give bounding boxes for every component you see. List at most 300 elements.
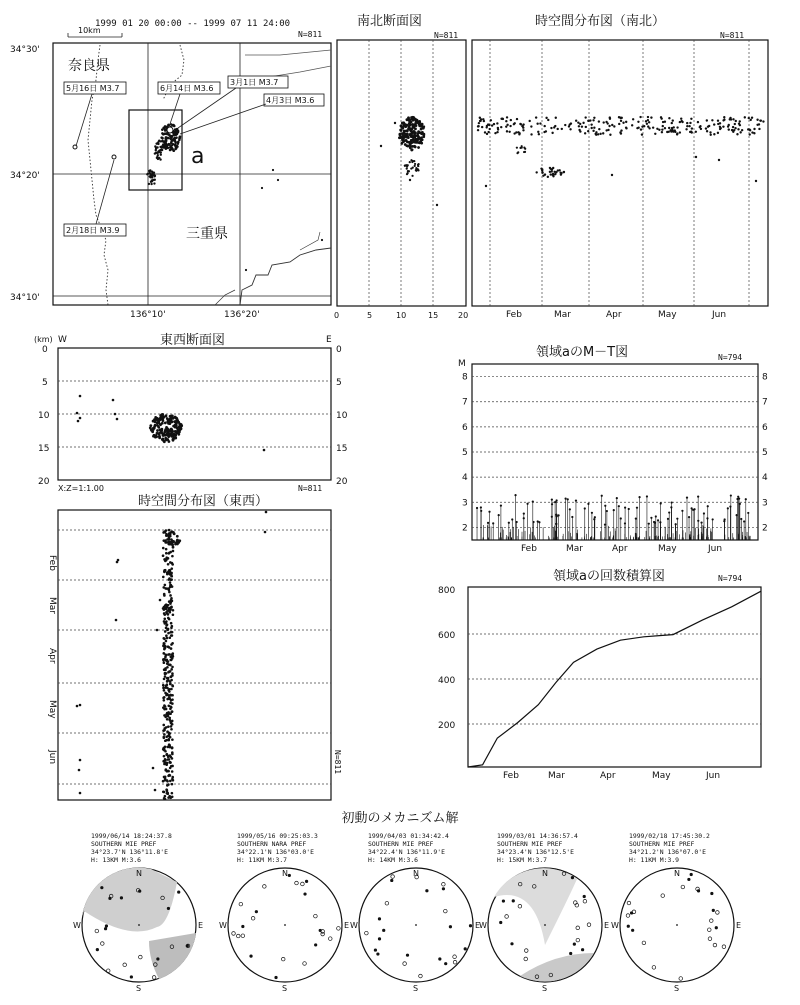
- polarity-mark: [100, 886, 103, 889]
- quake-dot: [172, 613, 175, 616]
- quake-dot: [157, 421, 160, 424]
- quake-dot: [171, 414, 174, 417]
- quake-dot: [686, 125, 688, 127]
- quake-dot: [599, 133, 601, 135]
- quake-dot: [170, 622, 173, 625]
- quake-dot: [167, 645, 170, 648]
- quake-dot: [719, 126, 721, 128]
- quake-dot: [652, 126, 654, 128]
- quake-dot: [171, 751, 174, 754]
- quake-dot: [706, 130, 708, 132]
- quake-dot: [166, 662, 169, 665]
- mt-tick: 2: [462, 523, 468, 534]
- depth-tick: 15: [38, 444, 50, 454]
- st-ns-month: Mar: [554, 310, 571, 320]
- quake-dot: [166, 687, 169, 690]
- quake-dot: [592, 119, 594, 121]
- quake-dot: [547, 119, 549, 121]
- quake-dot: [685, 128, 687, 130]
- mt-tick: 8: [462, 372, 468, 383]
- mt-bar-head: [747, 512, 749, 514]
- cum-month: Jun: [706, 771, 721, 781]
- quake-dot: [598, 128, 600, 130]
- quake-dot: [149, 169, 151, 171]
- quake-dot: [736, 133, 738, 135]
- quake-dot: [411, 141, 414, 144]
- quake-dot: [171, 631, 174, 634]
- quake-dot: [156, 146, 158, 148]
- compass-e: E: [604, 921, 610, 930]
- quake-dot: [169, 756, 172, 759]
- quake-dot: [79, 792, 82, 795]
- quake-dot: [487, 131, 489, 133]
- quake-dot: [482, 118, 484, 120]
- quake-dot: [158, 150, 160, 152]
- quake-dot: [749, 133, 751, 135]
- polarity-mark: [390, 879, 393, 882]
- quake-dot: [686, 122, 688, 124]
- mt-bar-head: [730, 494, 732, 496]
- mt-bar-head: [743, 520, 745, 522]
- quake-dot: [401, 137, 404, 140]
- quake-dot: [164, 675, 167, 678]
- quake-dot: [163, 791, 166, 794]
- mt-plot: [458, 345, 768, 554]
- mt-bar-head: [616, 497, 618, 499]
- quake-dot: [165, 611, 168, 614]
- st-ns-month: Jun: [712, 310, 727, 320]
- beachball-center: [415, 924, 417, 926]
- depth-tick: 10: [38, 411, 50, 421]
- quake-dot: [154, 424, 157, 427]
- mt-bar-head: [707, 505, 709, 507]
- mt-count: N=794: [718, 353, 743, 362]
- mechanism-header: SOUTHERN MIE PREF: [497, 840, 563, 848]
- quake-dot: [699, 125, 701, 127]
- quake-dot: [161, 128, 164, 131]
- mt-bar-head: [565, 497, 567, 499]
- quake-dot: [582, 122, 584, 124]
- mt-bar-head: [737, 496, 739, 498]
- quake-dot: [523, 151, 525, 153]
- quake-dot: [171, 657, 174, 660]
- quake-dot: [272, 169, 274, 171]
- quake-dot: [412, 119, 415, 122]
- quake-dot: [509, 125, 511, 127]
- quake-dot: [418, 163, 420, 165]
- quake-dot: [168, 735, 171, 738]
- mt-bar-head: [745, 498, 747, 500]
- quake-dot: [154, 789, 157, 792]
- quake-dot: [750, 119, 752, 121]
- quake-dot: [697, 121, 699, 123]
- quake-dot: [164, 692, 167, 695]
- quake-dot: [162, 434, 165, 437]
- compass-s: S: [282, 984, 288, 993]
- quake-dot: [167, 694, 170, 697]
- quake-dot: [170, 572, 173, 575]
- polarity-mark: [630, 911, 633, 914]
- mechanism-header: 1999/03/01 14:36:57.4: [497, 832, 578, 840]
- polarity-mark: [167, 907, 170, 910]
- st-ns-month: Feb: [506, 310, 522, 320]
- quake-dot: [508, 131, 510, 133]
- mt-month: Jun: [708, 544, 723, 554]
- quake-dot: [163, 704, 166, 707]
- quake-dot: [170, 428, 173, 431]
- quake-dot: [654, 133, 656, 135]
- quake-dot: [535, 171, 537, 173]
- depth-tick: 20: [38, 477, 50, 487]
- quake-dot: [680, 118, 682, 120]
- quake-dot: [556, 128, 558, 130]
- quake-dot: [169, 702, 172, 705]
- quake-dot: [480, 118, 482, 120]
- quake-dot: [171, 792, 174, 795]
- quake-dot: [579, 123, 581, 125]
- quake-dot: [414, 131, 417, 134]
- mt-bar-head: [620, 517, 622, 519]
- quake-dot: [164, 630, 167, 633]
- compass-n: N: [413, 869, 419, 878]
- quake-dot: [420, 128, 423, 131]
- quake-dot: [168, 732, 171, 735]
- beachball: [350, 868, 480, 993]
- mt-bar-head: [551, 499, 553, 501]
- quake-dot: [164, 429, 167, 432]
- mt-bar-head: [584, 507, 586, 509]
- quake-dot: [717, 120, 719, 122]
- polarity-mark: [464, 947, 467, 950]
- quake-dot: [711, 119, 713, 121]
- quake-dot: [174, 434, 177, 437]
- quake-dot: [170, 668, 173, 671]
- quake-dot: [727, 125, 729, 127]
- quake-dot: [506, 116, 508, 118]
- quake-dot: [165, 735, 168, 738]
- mt-bar-head: [688, 516, 690, 518]
- quake-dot: [153, 418, 156, 421]
- mechanism-header: 1999/06/14 18:24:37.8: [91, 832, 172, 840]
- quake-dot: [756, 124, 758, 126]
- quake-dot: [419, 137, 422, 140]
- mt-bar-head: [655, 515, 657, 517]
- quake-dot: [553, 126, 555, 128]
- quake-dot: [163, 733, 166, 736]
- quake-dot: [640, 128, 642, 130]
- quake-dot: [753, 128, 755, 130]
- quake-dot: [751, 116, 753, 118]
- quake-dot: [167, 563, 170, 566]
- quake-dot: [674, 131, 676, 133]
- lat-label: 34°20': [10, 171, 40, 181]
- quake-dot: [162, 586, 165, 589]
- quake-dot: [570, 122, 572, 124]
- quake-dot: [538, 133, 540, 135]
- st-ns-title: 時空間分布図（南北）: [535, 14, 666, 29]
- quake-dot: [162, 652, 165, 655]
- quake-dot: [405, 164, 407, 166]
- quake-dot: [588, 120, 590, 122]
- quake-dot: [529, 120, 531, 122]
- quake-dot: [162, 637, 165, 640]
- st-ns-month: May: [658, 310, 677, 320]
- polarity-mark: [177, 890, 180, 893]
- quake-dot: [172, 124, 175, 127]
- quake-dot: [551, 168, 553, 170]
- quake-dot: [162, 684, 165, 687]
- quake-dot: [169, 683, 172, 686]
- quake-dot: [658, 129, 660, 131]
- quake-dot: [172, 425, 175, 428]
- mt-bar-head: [594, 516, 596, 518]
- mt-bar-head: [523, 512, 525, 514]
- quake-dot: [609, 134, 611, 136]
- quake-dot: [171, 652, 174, 655]
- quake-dot: [163, 648, 166, 651]
- quake-dot: [162, 133, 165, 136]
- cumulative-plot: [438, 568, 761, 781]
- quake-dot: [171, 666, 174, 669]
- mt-bar-head: [476, 507, 478, 509]
- quake-dot: [723, 116, 725, 118]
- quake-dot: [171, 710, 174, 713]
- mt-bar-head: [697, 520, 699, 522]
- quake-dot: [520, 123, 522, 125]
- ns-xtick: 0: [334, 311, 340, 320]
- quake-dot: [688, 125, 690, 127]
- quake-dot: [156, 417, 159, 420]
- quake-dot: [167, 613, 170, 616]
- quake-dot: [176, 539, 179, 542]
- quake-dot: [277, 179, 279, 181]
- quake-dot: [165, 605, 168, 608]
- cum-month: Feb: [503, 771, 519, 781]
- mechanism-header: H: 13KM M:3.6: [91, 856, 142, 864]
- quake-dot: [168, 744, 171, 747]
- quake-dot: [173, 139, 176, 142]
- quake-dot: [648, 121, 650, 123]
- quake-dot: [522, 129, 524, 131]
- polarity-mark: [319, 929, 322, 932]
- quake-dot: [723, 119, 725, 121]
- quake-dot: [167, 428, 170, 431]
- quake-dot: [500, 126, 502, 128]
- quake-dot: [394, 122, 396, 124]
- quake-dot: [555, 117, 557, 119]
- quake-dot: [496, 122, 498, 124]
- quake-dot: [719, 128, 721, 130]
- polarity-mark: [406, 954, 409, 957]
- quake-dot: [676, 132, 678, 134]
- quake-dot: [739, 124, 741, 126]
- beachball: [219, 868, 349, 993]
- quake-dot: [163, 593, 166, 596]
- quake-dot: [171, 674, 174, 677]
- quake-dot: [516, 118, 518, 120]
- mt-bar-head: [613, 509, 615, 511]
- quake-dot: [165, 634, 168, 637]
- mt-bar-head: [571, 516, 573, 518]
- quake-dot: [169, 551, 172, 554]
- ns-xtick: 5: [367, 311, 373, 320]
- quake-dot: [170, 137, 173, 140]
- lat-label: 34°30': [10, 45, 40, 55]
- quake-dot: [171, 563, 174, 566]
- quake-dot: [490, 119, 492, 121]
- quake-dot: [641, 125, 643, 127]
- st-ns-plot: [472, 13, 768, 320]
- polarity-mark: [104, 927, 107, 930]
- ew-section-plot: [34, 332, 348, 493]
- depth-tick: 5: [42, 378, 48, 388]
- quake-dot: [166, 660, 169, 663]
- quake-dot: [689, 122, 691, 124]
- polarity-mark: [627, 925, 630, 928]
- quake-dot: [167, 632, 170, 635]
- quake-dot: [164, 745, 167, 748]
- quake-dot: [585, 126, 587, 128]
- quake-dot: [544, 173, 546, 175]
- quake-dot: [484, 131, 486, 133]
- quake-dot: [411, 175, 413, 177]
- quake-dot: [647, 125, 649, 127]
- quake-dot: [760, 119, 762, 121]
- quake-dot: [163, 612, 166, 615]
- quake-dot: [515, 131, 517, 133]
- mechanism-header: H: 11KM M:3.9: [629, 856, 680, 864]
- polarity-mark: [510, 942, 513, 945]
- quake-dot: [581, 125, 583, 127]
- quake-dot: [587, 130, 589, 132]
- quake-dot: [564, 124, 566, 126]
- quake-dot: [691, 127, 693, 129]
- compass-e: E: [198, 921, 204, 930]
- mt-bar-head: [606, 510, 608, 512]
- quake-dot: [613, 125, 615, 127]
- quake-dot: [741, 129, 743, 131]
- quake-dot: [563, 171, 565, 173]
- mt-bar-head: [591, 512, 593, 514]
- quake-dot: [170, 688, 173, 691]
- beachball-center: [138, 924, 140, 926]
- quake-dot: [671, 127, 673, 129]
- epicenter-map: [10, 19, 331, 320]
- quake-dot: [541, 168, 543, 170]
- quake-dot: [406, 135, 409, 138]
- st-ew-month: Jun: [47, 750, 57, 765]
- ns-section-title: 南北断面図: [357, 14, 423, 29]
- mechanism-header: 34°23.7'N 136°11.8'E: [91, 848, 168, 856]
- quake-dot: [165, 426, 168, 429]
- quake-dot: [408, 128, 411, 131]
- quake-dot: [172, 609, 175, 612]
- quake-dot: [167, 440, 170, 443]
- quake-dot: [414, 165, 416, 167]
- quake-dot: [167, 770, 170, 773]
- quake-dot: [168, 690, 171, 693]
- quake-dot: [168, 434, 171, 437]
- polarity-mark: [512, 899, 515, 902]
- quake-dot: [664, 127, 666, 129]
- quake-dot: [165, 627, 168, 630]
- compass-w: W: [73, 921, 81, 930]
- quake-dot: [165, 126, 168, 129]
- mechanism-section: [73, 811, 741, 993]
- quake-dot: [417, 141, 420, 144]
- quake-dot: [170, 421, 173, 424]
- lat-label: 34°10': [10, 293, 40, 303]
- mt-tick: 3: [462, 498, 468, 509]
- mt-bar-head: [575, 500, 577, 502]
- quake-dot: [168, 577, 171, 580]
- quake-dot: [170, 575, 173, 578]
- quake-dot: [739, 131, 741, 133]
- quake-dot: [488, 124, 490, 126]
- quake-dot: [730, 118, 732, 120]
- quake-dot: [176, 418, 179, 421]
- quake-dot: [171, 642, 174, 645]
- polarity-mark: [583, 895, 586, 898]
- quake-dot: [163, 620, 166, 623]
- quake-dot: [169, 417, 172, 420]
- polarity-mark: [274, 976, 277, 979]
- quake-dot: [530, 125, 532, 127]
- quake-dot: [163, 755, 166, 758]
- mt-bar-head: [554, 501, 556, 503]
- mt-bar-head: [740, 518, 742, 520]
- mt-bar-head: [492, 522, 494, 524]
- quake-dot: [679, 131, 681, 133]
- depth-tick-r: 10: [336, 411, 348, 421]
- quake-dot: [400, 124, 403, 127]
- quake-dot: [164, 673, 167, 676]
- mt-bar-head: [514, 494, 516, 496]
- quake-dot: [165, 713, 168, 716]
- quake-dot: [602, 132, 604, 134]
- mt-bar-head: [500, 505, 502, 507]
- mt-bar-head: [703, 512, 705, 514]
- quake-dot: [165, 529, 168, 532]
- mt-bar-head: [508, 522, 510, 524]
- quake-dot: [162, 547, 165, 550]
- quake-dot: [264, 531, 267, 534]
- st-ns-count: N=811: [720, 31, 745, 40]
- quake-dot: [417, 165, 419, 167]
- quake-dot: [170, 765, 173, 768]
- quake-dot: [151, 430, 154, 433]
- mt-bar-head: [723, 520, 725, 522]
- quake-dot: [496, 131, 498, 133]
- quake-dot: [162, 531, 165, 534]
- mt-bar-head: [618, 505, 620, 507]
- quake-dot: [593, 117, 595, 119]
- polarity-mark: [105, 924, 108, 927]
- quake-dot: [620, 117, 622, 119]
- quake-dot: [161, 149, 163, 151]
- mt-bar-head: [567, 498, 569, 500]
- quake-dot: [161, 137, 164, 140]
- quake-dot: [734, 123, 736, 125]
- mechanism-header: H: 14KM M:3.6: [368, 856, 419, 864]
- quake-dot: [591, 127, 593, 129]
- quake-dot: [579, 130, 581, 132]
- polarity-mark: [442, 887, 445, 890]
- cum-title: 領域aの回数積算図: [553, 569, 665, 584]
- quake-dot: [410, 133, 413, 136]
- quake-dot: [163, 727, 166, 730]
- quake-dot: [477, 125, 479, 127]
